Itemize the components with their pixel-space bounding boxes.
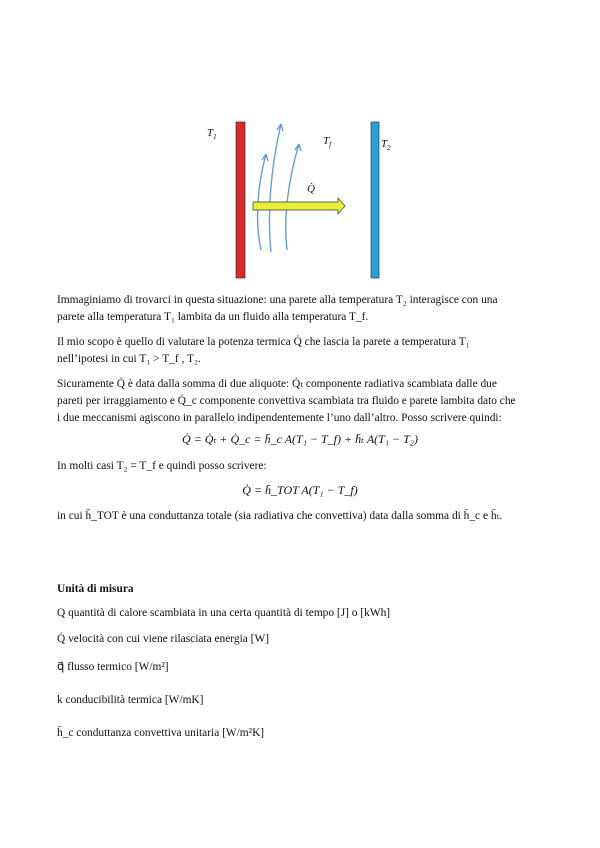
heat-flux-arrow — [253, 198, 345, 214]
paragraph-1 — [57, 292, 547, 326]
label-q: Q̇ — [307, 183, 315, 195]
p3-line1: Sicuramente Q̇ è data dalla somma di due aliquote: Q̇ₜ componente radiativa scambiata dalle due — [57, 378, 497, 390]
unit-item-flux: q⃗ flusso termico [W/m²] — [57, 661, 169, 673]
equation-1: Q̇ = Q̇ₜ + Q̇_c = h̄_c A(T₁ − T_f) + h̄ₜ A(T₁ − T₂) — [182, 432, 418, 446]
equation-2: Q̇ = h̄_TOT A(T₁ − T_f) — [242, 483, 358, 497]
paragraph-3 — [57, 376, 547, 427]
fluid-flow-arrows — [258, 124, 301, 252]
wall-t2 — [371, 122, 379, 278]
p2-line1: Il mio scopo è quello di valutare la potenza termica Q̇ che lascia la parete a temperatura T₁ — [57, 336, 470, 348]
units-heading: Unità di misura — [57, 583, 134, 595]
paragraph-2 — [57, 334, 547, 368]
unit-item-qdot: Q̇ velocità con cui viene rilasciata energia [W] — [57, 633, 269, 645]
heat-transfer-figure — [195, 112, 395, 287]
p3-line2: pareti per irraggiamento e Q̇_c componente convettiva scambiata tra fluido e parete lambita dato che — [57, 395, 516, 407]
p1-line1: Immaginiamo di trovarci in questa situazione: una parete alla temperatura T₂ interagisce con una — [57, 294, 498, 306]
wall-t1 — [236, 122, 245, 278]
p2-line2: nell’ipotesi in cui T₁ > T_f , T₂. — [57, 353, 201, 365]
label-t1: $T_1$ — [207, 127, 217, 141]
p3-line3: i due meccanismi agiscono in parallelo indipendentemente l’uno dall’altro. Posso scrivere quindi: — [57, 412, 502, 424]
unit-item-conductivity: k conducibilità termica [W/mK] — [57, 694, 204, 706]
label-tf: $T_f$ — [323, 135, 332, 149]
label-t2: $T_2$ — [381, 138, 391, 152]
unit-item-convective: h̄_c conduttanza convettiva unitaria [W/m²K] — [57, 727, 265, 739]
paragraph-5: in cui h̄_TOT è una conduttanza totale (sia radiativa che convettiva) data dalla somma di h̄_c e h̄ₜ. — [57, 510, 503, 522]
unit-item-q: Q quantità di calore scambiata in una certa quantità di tempo [J] o [kWh] — [57, 607, 391, 619]
paragraph-4: In molti casi T₂ = T_f e quindi posso scrivere: — [57, 460, 267, 472]
p1-line2: parete alla temperatura T₁ lambita da un fluido alla temperatura T_f. — [57, 311, 369, 323]
